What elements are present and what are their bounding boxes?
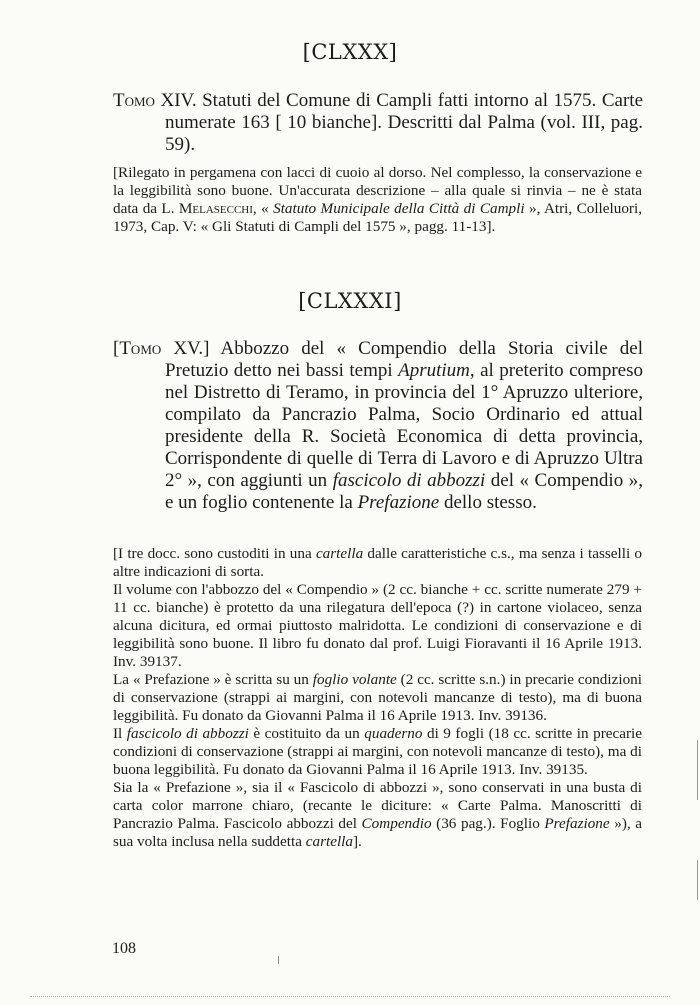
note-text: La « Prefazione » è scritta su un — [113, 671, 313, 688]
scan-edge-mark — [697, 860, 698, 900]
entry-heading: [CLXXX] — [302, 40, 398, 64]
entry-title-text: dello stesso. — [439, 492, 537, 513]
note-work-title: Statuto Municipale della Città di Campli — [273, 200, 525, 217]
entry-title-italic: fascicolo di abbozzi — [332, 470, 486, 491]
note-text: Il — [113, 725, 127, 742]
note-text: (2 cc. scritte s.n.) in precarie condizioni di conservazione (strappi ai margini, con notevoli mancanze di testo), ma di buona leggibilità. Fu donato da Giovanni Palma il 16 Aprile 1913. Inv. 39136. — [113, 671, 642, 724]
scan-bottom-edge — [30, 996, 670, 997]
entry-notes — [113, 545, 642, 851]
entry-title-text: del « Compendio », e un foglio contenente la — [165, 470, 643, 513]
note-text: , « — [252, 200, 274, 217]
entry-title-text: XV.] Abbozzo del « Compendio della Storia civile del Pretuzio detto nei bassi tempi — [161, 338, 643, 381]
note-text: [I tre docc. sono custoditi in una — [113, 545, 316, 562]
note-italic: foglio volante — [312, 671, 397, 688]
note-text: è costituito da un — [248, 725, 365, 742]
note-paragraph: Il volume con l'abbozzo del « Compendio » (2 cc. bianche + cc. scritte numerate 279 + 11 cc. bianche) è protetto da una rilegatura dell'epoca (?) in cartone violaceo, senza alcuna dicitura, ed ormai piuttosto malridotta. Le condizioni di conservazione e di leggibilità sono buone. Il libro fu donato dal prof. Luigi Fioravanti il 16 Aprile 1913. Inv. 39137. — [113, 581, 642, 670]
bracket: [ — [113, 338, 120, 359]
entry-title-text: , al preterito compreso nel Distretto di Teramo, in provincia del 1° Apruzzo ulteriore, compilato da Pancrazio Palma, Socio Ordinario ed attual presidente della R. Società Economica di detta provincia, Corrispondente di quelle di Terra di Lavoro e di Apruzzo Ultra 2° », con aggiunti un — [165, 360, 643, 491]
note-text: ]. — [353, 833, 362, 850]
scan-edge-mark — [697, 740, 698, 800]
page-number: 108 — [112, 940, 136, 957]
note-italic: cartella — [305, 833, 353, 850]
entry-title-text: XIV. Statuti del Comune di Campli fatti intorno al 1575. Carte numerate 163 [ 10 bianche]. Descritti dal Palma (vol. III, pag. 59). — [154, 90, 643, 155]
note-paragraph — [113, 779, 642, 851]
entry-title-italic: Prefazione — [357, 492, 440, 513]
note-text: », Atri, Colleluori, 1973, Cap. V: « Gli Statuti di Campli del 1575 », pagg. 11-13]. — [113, 200, 642, 235]
note-italic: fascicolo di abbozzi — [126, 725, 249, 742]
note-author: Melasecchi — [178, 200, 253, 217]
tomo-label: Tomo — [113, 90, 155, 111]
entry-title — [113, 90, 643, 156]
scan-mark — [278, 956, 279, 964]
note-italic: Compendio — [361, 815, 432, 832]
note-text: dalle caratteristiche c.s., ma senza i tasselli o altre indicazioni di sorta. — [113, 545, 642, 580]
entry-heading: [CLXXXI] — [298, 289, 402, 313]
note-italic: Prefazione — [544, 815, 610, 832]
note-text: (36 pag.). Foglio — [431, 815, 545, 832]
note-paragraph — [113, 671, 642, 725]
note-italic: quaderno — [364, 725, 423, 742]
note-paragraph — [113, 545, 642, 581]
note-text: Sia la « Prefazione », sia il « Fascicolo di abbozzi », sono conservati in una busta di carta color marrone chiaro, (recante le diciture: « Carte Palma. Manoscritti di Pancrazio Palma. Fascicolo abbozzi del — [113, 779, 642, 832]
entry-note — [113, 164, 642, 236]
note-text: [Rilegato in pergamena con lacci di cuoio al dorso. Nel complesso, la conservazione e la leggibilità sono buone. Un'accurata descrizione – alla quale si rinvia – ne è stata data da L. — [113, 164, 642, 217]
note-text: di 9 fogli (18 cc. scritte in precarie condizioni di conservazione (strappi ai margini, con notevoli mancanze di testo), ma di buona leggibilità. Fu donato da Giovanni Palma il 16 Aprile 1913. Inv. 39135. — [113, 725, 642, 778]
note-text: »), a sua volta inclusa nella suddetta — [113, 815, 642, 850]
note-italic: cartella — [315, 545, 364, 562]
note-paragraph — [113, 725, 642, 779]
entry-title-italic: Aprutium — [398, 360, 470, 381]
tomo-label: Tomo — [119, 338, 162, 359]
entry-title — [113, 338, 643, 514]
